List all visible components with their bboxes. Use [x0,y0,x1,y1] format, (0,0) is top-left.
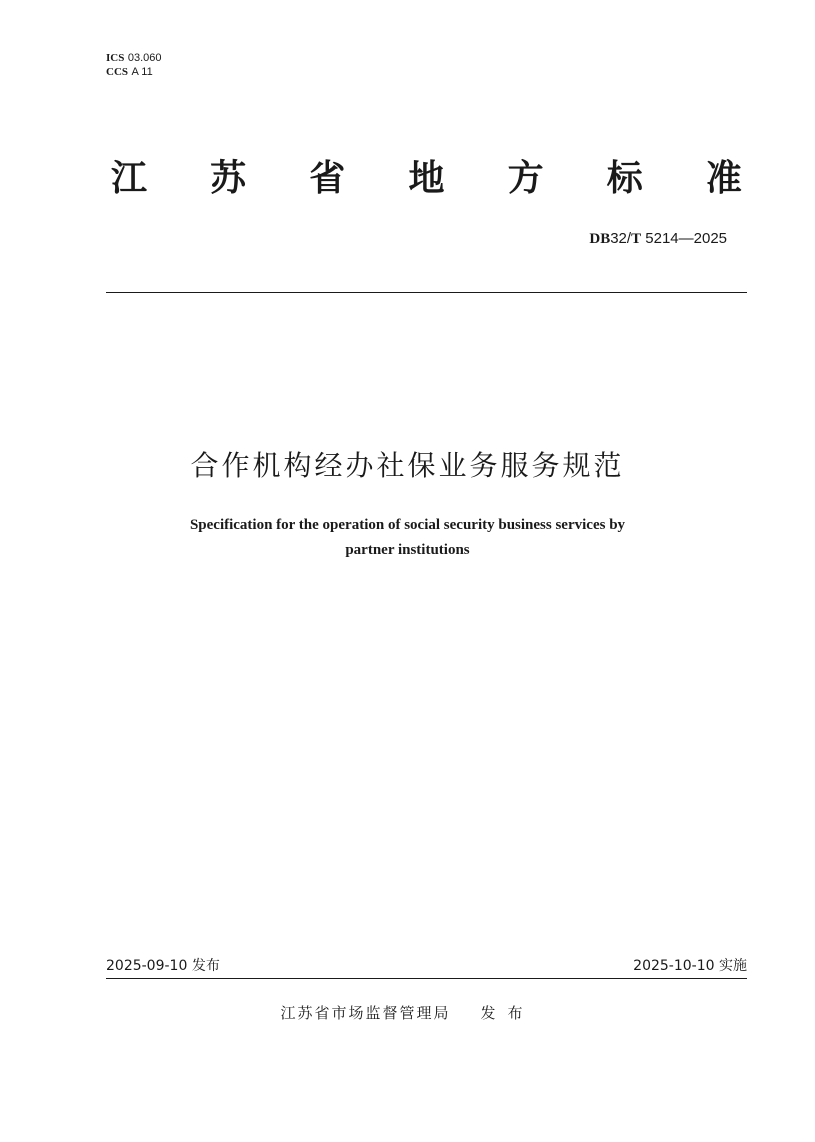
standard-number-prefix: DB [589,231,611,247]
implement-date-value: 2025-10-10 [633,958,715,974]
standard-type-char: 江 [110,158,147,199]
standard-type-char: 苏 [210,158,247,199]
standard-type-char: 方 [507,158,544,199]
document-title-en [120,513,695,563]
issue-date [106,956,220,976]
implement-date-label: 实施 [719,958,747,974]
standard-type-char: 省 [309,158,346,199]
standard-number-code: T [631,231,642,247]
classification-codes [106,51,162,79]
standard-number [589,230,727,248]
standard-type-title [106,156,747,202]
standard-number-value: 5214—2025 [641,230,727,247]
ics-label: ICS [106,52,125,64]
implement-date [633,956,747,976]
publisher-line [0,1002,815,1023]
document-title-cn: 合作机构经办社保业务服务规范 [190,449,625,482]
issue-date-label: 发布 [191,958,220,974]
document-title-en-line: partner institutions [345,542,470,558]
publisher-action: 发布 [480,1004,535,1022]
ics-code [106,51,162,65]
ccs-label: CCS [106,66,129,78]
standard-type-char: 准 [705,158,742,199]
ics-value: 03.060 [127,52,162,64]
document-title-en-line: Specification for the operation of social security business services by [189,517,626,533]
ccs-code [106,65,162,79]
top-divider [106,292,747,293]
publisher-name: 江苏省市场监督管理局 [280,1004,451,1022]
standard-type-char: 标 [606,158,643,199]
issue-date-value: 2025-09-10 [106,958,188,974]
bottom-divider [106,978,747,979]
standard-number-middle: 32/ [610,230,632,247]
ccs-value: A 11 [131,66,153,78]
standard-type-char: 地 [408,158,445,199]
date-row [106,956,747,976]
